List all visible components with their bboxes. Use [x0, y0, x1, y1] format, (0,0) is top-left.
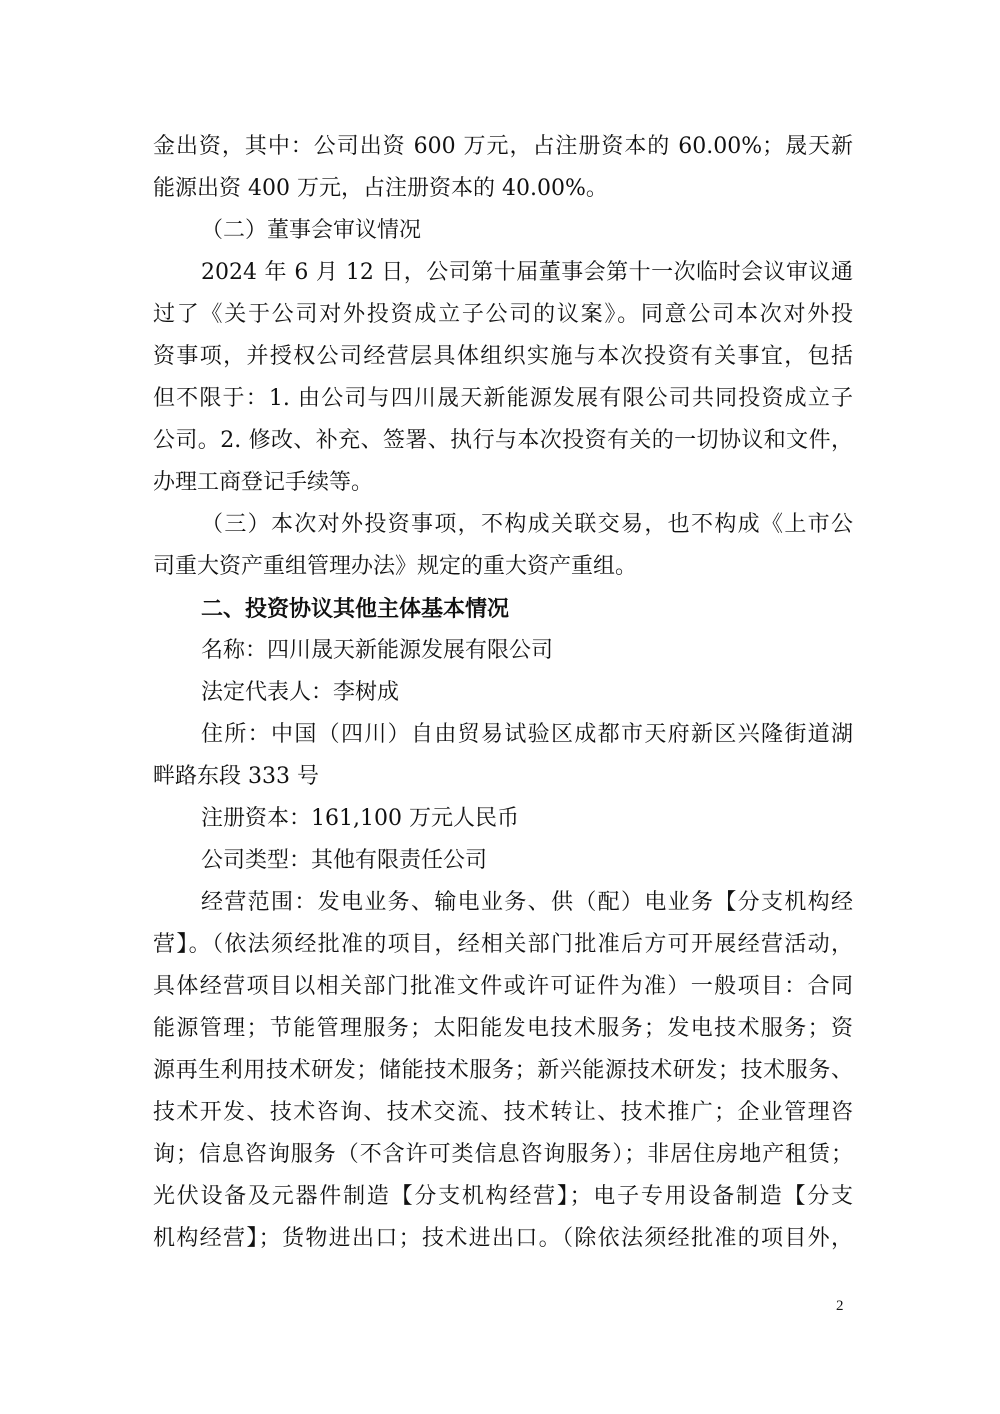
paragraph-line: 具体经营项目以相关部门批准文件或许可证件为准）一般项目：合同 — [153, 974, 853, 999]
paragraph-line: 能源出资 400 万元，占注册资本的 40.00%。 — [153, 176, 608, 201]
paragraph-line: 公司。2. 修改、补充、签署、执行与本次投资有关的一切协议和文件， — [153, 428, 853, 453]
paragraph-line: 光伏设备及元器件制造【分支机构经营】；电子专用设备制造【分支 — [153, 1184, 853, 1209]
paragraph-line: 营】。（依法须经批准的项目，经相关部门批准后方可开展经营活动， — [153, 932, 853, 957]
paragraph-line: 过了《关于公司对外投资成立子公司的议案》。同意公司本次对外投 — [153, 302, 853, 327]
paragraph-line: 但不限于：1. 由公司与四川晟天新能源发展有限公司共同投资成立子 — [153, 386, 853, 411]
paragraph-line: （三）本次对外投资事项，不构成关联交易，也不构成《上市公 — [201, 512, 853, 537]
info-line-name: 名称：四川晟天新能源发展有限公司 — [201, 638, 554, 663]
page-number: 2 — [836, 1298, 844, 1314]
info-line-company-type: 公司类型：其他有限责任公司 — [201, 848, 488, 873]
paragraph-line: 金出资，其中：公司出资 600 万元，占注册资本的 60.00%；晟天新 — [153, 134, 853, 159]
paragraph-line: 资事项，并授权公司经营层具体组织实施与本次投资有关事宜，包括 — [153, 344, 853, 369]
paragraph-line: 2024 年 6 月 12 日，公司第十届董事会第十一次临时会议审议通 — [201, 260, 853, 285]
info-line-legal-representative: 法定代表人：李树成 — [201, 680, 400, 705]
info-line-registered-capital: 注册资本：161,100 万元人民币 — [201, 806, 519, 831]
info-line-business-scope: 经营范围：发电业务、输电业务、供（配）电业务【分支机构经 — [201, 890, 853, 915]
paragraph-line: 源再生利用技术研发；储能技术服务；新兴能源技术研发；技术服务、 — [153, 1058, 853, 1083]
paragraph-line: 技术开发、技术咨询、技术交流、技术转让、技术推广；企业管理咨 — [153, 1100, 853, 1125]
info-line-address-cont: 畔路东段 333 号 — [153, 764, 319, 789]
section-heading: 二、投资协议其他主体基本情况 — [201, 596, 510, 622]
paragraph-line: 办理工商登记手续等。 — [153, 470, 374, 495]
paragraph-line: 询；信息咨询服务（不含许可类信息咨询服务）；非居住房地产租赁； — [153, 1142, 853, 1167]
paragraph-line: 机构经营】；货物进出口；技术进出口。（除依法须经批准的项目外， — [153, 1226, 853, 1251]
info-line-address: 住所：中国（四川）自由贸易试验区成都市天府新区兴隆街道湖 — [201, 722, 853, 747]
section-heading: （二）董事会审议情况 — [201, 218, 422, 243]
document-body — [153, 126, 853, 1260]
paragraph-line: 能源管理；节能管理服务；太阳能发电技术服务；发电技术服务；资 — [153, 1016, 853, 1041]
paragraph-line: 司重大资产重组管理办法》规定的重大资产重组。 — [153, 554, 638, 579]
